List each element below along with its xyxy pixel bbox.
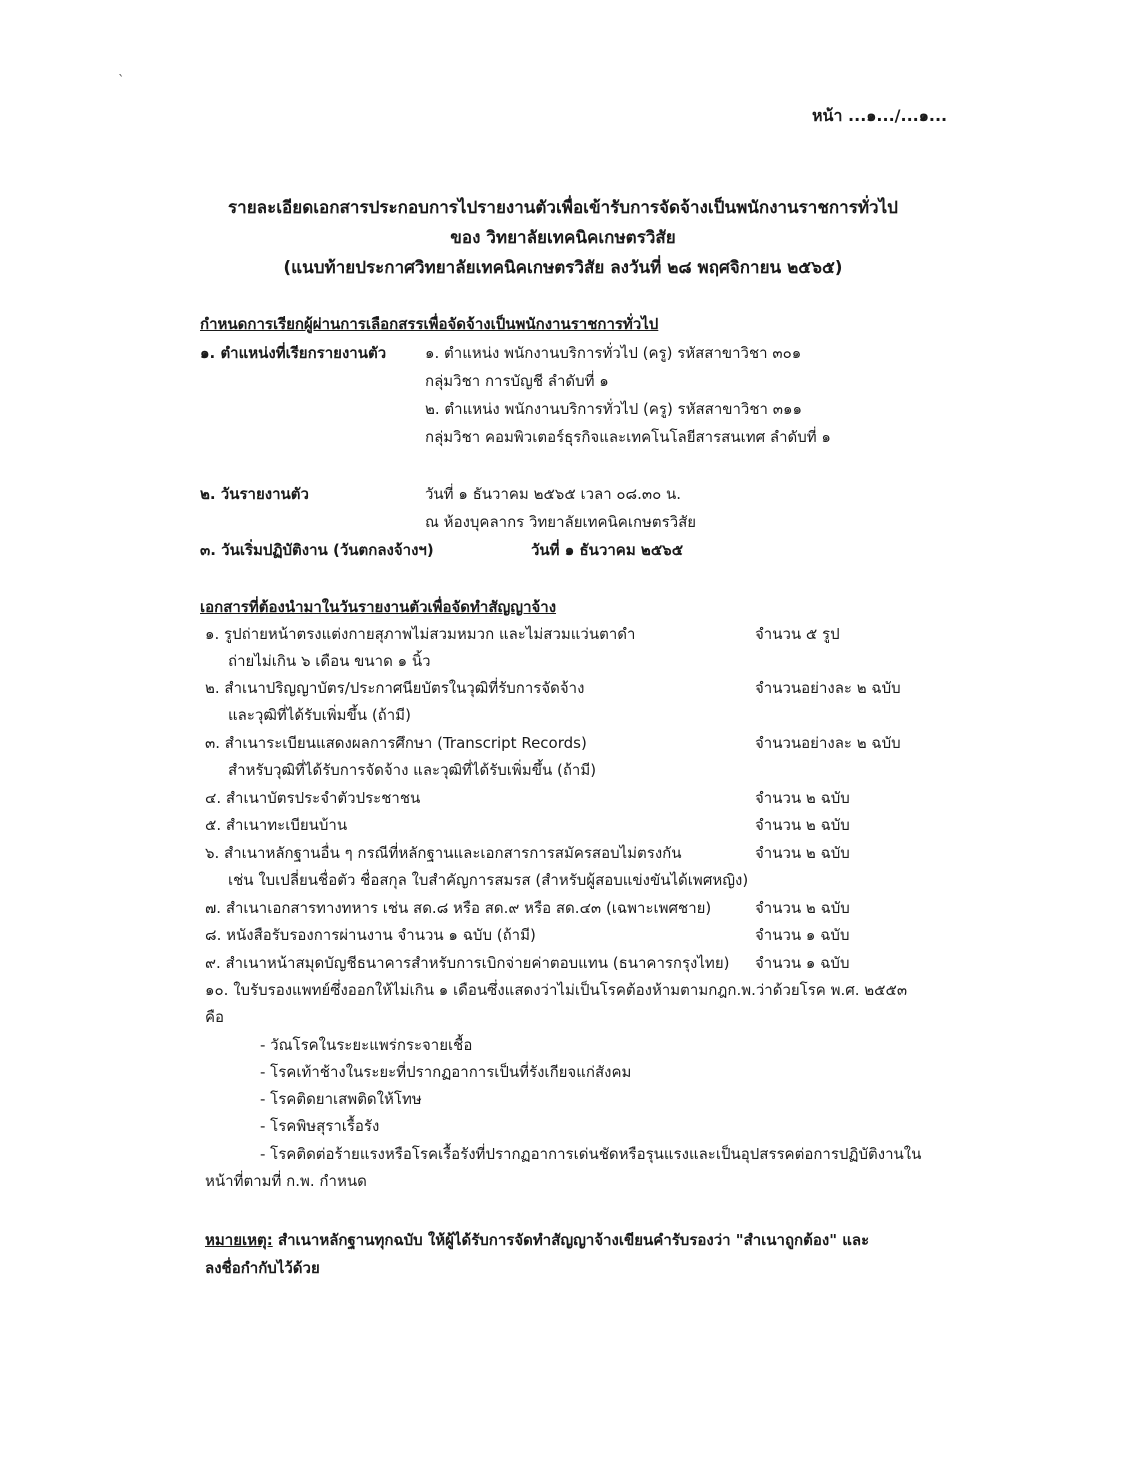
- corner-mark: `: [118, 74, 125, 89]
- doc-3-line-2: สำหรับวุฒิที่ได้รับการจัดจ้าง และวุฒิที่ได้รับเพิ่มขึ้น (ถ้ามี): [228, 761, 597, 779]
- position-line-1: ๑. ตำแหน่ง พนักงานบริการทั่วไป (ครู) รหัสสาขาวิชา ๓๐๑: [425, 344, 802, 362]
- doc-6-qty: จำนวน ๒ ฉบับ: [755, 844, 850, 862]
- disease-5: - โรคติดต่อร้ายแรงหรือโรคเรื้อรังที่ปรากฏอาการเด่นชัดหรือรุนแรงและเป็นอุปสรรคต่อการปฏิบัติงานใน: [260, 1145, 922, 1163]
- doc-5-line-1: ๕. สำเนาทะเบียนบ้าน: [205, 816, 348, 834]
- note-text: สำเนาหลักฐานทุกฉบับ ให้ผู้ได้รับการจัดทำสัญญาจ้างเขียนคำรับรองว่า "สำเนาถูกต้อง" และ: [272, 1231, 870, 1249]
- section-1-title: กำหนดการเรียกผู้ผ่านการเลือกสรรเพื่อจัดจ้างเป็นพนักงานราชการทั่วไป: [200, 315, 659, 333]
- doc-4-line-1: ๔. สำเนาบัตรประจำตัวประชาชน: [205, 789, 421, 807]
- doc-2-qty: จำนวนอย่างละ ๒ ฉบับ: [755, 679, 901, 697]
- disease-4: - โรคพิษสุราเรื้อรัง: [260, 1117, 380, 1135]
- doc-1-line-2: ถ่ายไม่เกิน ๖ เดือน ขนาด ๑ นิ้ว: [228, 652, 431, 670]
- doc-3-line-1: ๓. สำเนาระเบียนแสดงผลการศึกษา (Transcript Records): [205, 734, 587, 752]
- doc-9-qty: จำนวน ๑ ฉบับ: [755, 954, 850, 972]
- doc-8-line-1: ๘. หนังสือรับรองการผ่านงาน จำนวน ๑ ฉบับ (ถ้ามี): [205, 926, 536, 944]
- note-line-1: [205, 1230, 869, 1250]
- position-line-3: ๒. ตำแหน่ง พนักงานบริการทั่วไป (ครู) รหัสสาขาวิชา ๓๑๑: [425, 400, 803, 418]
- position-line-2: กลุ่มวิชา การบัญชี ลำดับที่ ๑: [425, 372, 609, 390]
- doc-1-line-1: ๑. รูปถ่ายหน้าตรงแต่งกายสุภาพไม่สวมหมวก และไม่สวมแว่นตาดำ: [205, 625, 636, 643]
- doc-2-line-1: ๒. สำเนาปริญญาบัตร/ประกาศนียบัตรในวุฒิที่รับการจัดจ้าง: [205, 679, 585, 697]
- doc-9-line-1: ๙. สำเนาหน้าสมุดบัญชีธนาคารสำหรับการเบิกจ่ายค่าตอบแทน (ธนาคารกรุงไทย): [205, 954, 730, 972]
- report-date-label: ๒. วันรายงานตัว: [200, 485, 309, 503]
- disease-3: - โรคติดยาเสพติดให้โทษ: [260, 1090, 422, 1108]
- doc-8-qty: จำนวน ๑ ฉบับ: [755, 926, 850, 944]
- report-date-line-2: ณ ห้องบุคลากร วิทยาลัยเทคนิคเกษตรวิสัย: [425, 513, 697, 531]
- position-line-4: กลุ่มวิชา คอมพิวเตอร์ธุรกิจและเทคโนโลยีสารสนเทศ ลำดับที่ ๑: [425, 428, 831, 446]
- disease-1: - วัณโรคในระยะแพร่กระจายเชื้อ: [260, 1036, 473, 1054]
- report-date-line-1: วันที่ ๑ ธันวาคม ๒๕๖๕ เวลา ๐๘.๓๐ น.: [425, 485, 682, 503]
- doc-7-line-1: ๗. สำเนาเอกสารทางทหาร เช่น สด.๘ หรือ สด.๙ หรือ สด.๔๓ (เฉพาะเพศชาย): [205, 899, 712, 917]
- header-line-1: รายละเอียดเอกสารประกอบการไปรายงานตัวเพื่อเข้ารับการจัดจ้างเป็นพนักงานราชการทั่วไป: [228, 198, 898, 218]
- header-line-2: ของ วิทยาลัยเทคนิคเกษตรวิสัย: [450, 228, 676, 248]
- doc-10-line-1: ๑๐. ใบรับรองแพทย์ซึ่งออกให้ไม่เกิน ๑ เดือนซึ่งแสดงว่าไม่เป็นโรคต้องห้ามตามกฎก.พ.ว่าด้วยโรค พ.ศ. ๒๕๕๓: [205, 981, 908, 999]
- section-2-title: เอกสารที่ต้องนำมาในวันรายงานตัวเพื่อจัดทำสัญญาจ้าง: [200, 598, 557, 616]
- doc-2-line-2: และวุฒิที่ได้รับเพิ่มขึ้น (ถ้ามี): [228, 706, 411, 724]
- page-number: หน้า ...๑.../...๑...: [812, 106, 948, 125]
- start-date-label: ๓. วันเริ่มปฏิบัติงาน (วันตกลงจ้างฯ): [200, 541, 434, 559]
- doc-3-qty: จำนวนอย่างละ ๒ ฉบับ: [755, 734, 901, 752]
- doc-6-line-1: ๖. สำเนาหลักฐานอื่น ๆ กรณีที่หลักฐานและเอกสารการสมัครสอบไม่ตรงกัน: [205, 844, 682, 862]
- doc-7-qty: จำนวน ๒ ฉบับ: [755, 899, 850, 917]
- doc-6-line-2: เช่น ใบเปลี่ยนชื่อตัว ชื่อสกุล ใบสำคัญการสมรส (สำหรับผู้สอบแข่งขันได้เพศหญิง): [228, 871, 749, 889]
- header-line-3: (แนบท้ายประกาศวิทยาลัยเทคนิคเกษตรวิสัย ลงวันที่ ๒๘ พฤศจิกายน ๒๕๖๕): [283, 258, 843, 278]
- note-label: หมายเหตุ:: [205, 1231, 273, 1249]
- note-line-2: ลงชื่อกำกับไว้ด้วย: [205, 1259, 320, 1277]
- doc-1-qty: จำนวน ๕ รูป: [755, 625, 840, 643]
- doc-4-qty: จำนวน ๒ ฉบับ: [755, 789, 850, 807]
- doc-5-qty: จำนวน ๒ ฉบับ: [755, 816, 850, 834]
- position-label: ๑. ตำแหน่งที่เรียกรายงานตัว: [200, 344, 387, 362]
- disease-2: - โรคเท้าช้างในระยะที่ปรากฏอาการเป็นที่รังเกียจแก่สังคม: [260, 1063, 632, 1081]
- doc-10-line-2: คือ: [205, 1008, 225, 1026]
- disease-5-continued: หน้าที่ตามที่ ก.พ. กำหนด: [205, 1172, 367, 1190]
- start-date-value: วันที่ ๑ ธันวาคม ๒๕๖๕: [531, 541, 684, 559]
